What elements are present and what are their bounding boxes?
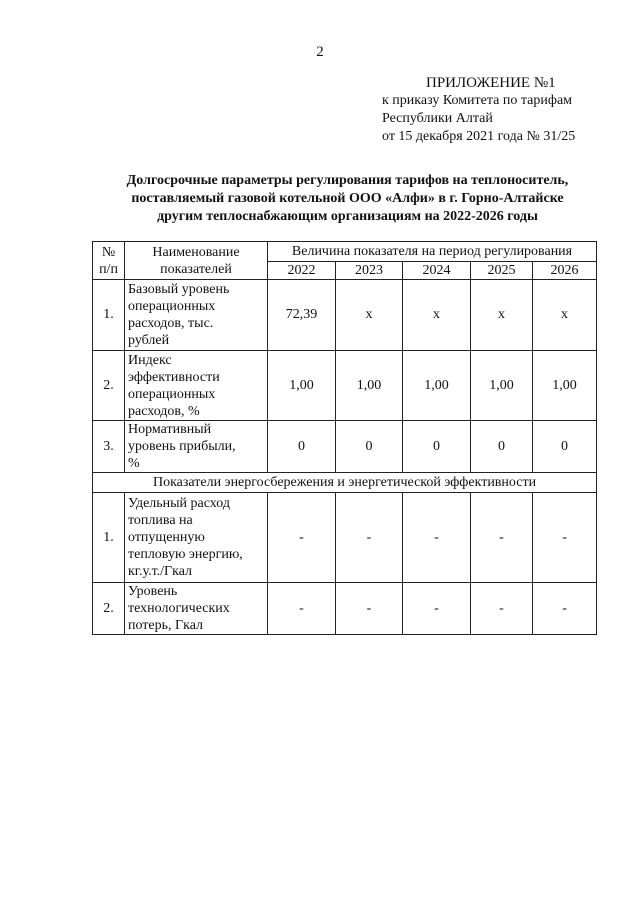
value-cell: -	[336, 583, 403, 635]
appendix-heading: ПРИЛОЖЕНИЕ №1	[426, 75, 556, 91]
value-cell: -	[533, 493, 597, 583]
row-name-cell	[125, 493, 268, 583]
value-cell: 0	[268, 421, 336, 473]
row-number: 3.	[93, 421, 125, 473]
header-year-cell: 2024	[403, 262, 471, 280]
row-number: 2.	[93, 583, 125, 635]
row-name-line: Нормативный	[128, 422, 212, 437]
header-period-cell: Величина показателя на период регулирования	[268, 242, 597, 262]
section-row	[93, 473, 597, 493]
value-cell: -	[403, 493, 471, 583]
header-row	[93, 242, 597, 262]
table-row	[93, 421, 597, 473]
row-number: 1.	[93, 280, 125, 351]
value-cell: 1,00	[336, 351, 403, 421]
row-name-line: операционных	[128, 386, 216, 402]
value-cell: -	[403, 583, 471, 635]
appendix-line: от 15 декабря 2021 года № 31/25	[382, 129, 576, 144]
row-number: 1.	[93, 493, 125, 583]
row-name-cell	[125, 280, 268, 351]
row-name-line: Базовый уровень	[128, 282, 230, 297]
header-year-cell: 2023	[336, 262, 403, 280]
table-row	[93, 493, 597, 583]
row-name-line: кг.у.т./Гкал	[128, 564, 193, 579]
table-row	[93, 583, 597, 635]
title-line: другим теплоснабжающим организациям на 2022-2026 годы	[157, 209, 538, 224]
header-name-line: Наименование	[152, 244, 240, 260]
document-title	[80, 172, 615, 226]
value-cell: -	[268, 493, 336, 583]
value-cell: -	[471, 583, 533, 635]
header-num-line: №	[101, 244, 116, 260]
table-row	[93, 351, 597, 421]
header-year-cell: 2026	[533, 262, 597, 280]
value-cell: 72,39	[268, 280, 336, 351]
row-name-line: тепловую энергию,	[128, 547, 243, 562]
value-cell: 1,00	[268, 351, 336, 421]
appendix-line: к приказу Комитета по тарифам	[382, 93, 573, 108]
value-cell: 1,00	[471, 351, 533, 421]
row-name-line: отпущенную	[128, 530, 205, 545]
row-name-line: топлива на	[128, 513, 193, 528]
row-number: 2.	[93, 351, 125, 421]
table-row	[93, 280, 597, 351]
value-cell: 1,00	[403, 351, 471, 421]
header-num-cell	[93, 242, 125, 280]
value-cell: 0	[403, 421, 471, 473]
row-name-line: Индекс	[128, 352, 172, 368]
row-name-line: операционных	[128, 299, 216, 314]
header-num-line: п/п	[99, 261, 118, 277]
header-name-cell	[125, 242, 268, 280]
value-cell: -	[471, 493, 533, 583]
row-name-cell	[125, 583, 268, 635]
appendix-line: Республики Алтай	[382, 111, 493, 126]
row-name-line: эффективности	[128, 369, 220, 385]
value-cell: 1,00	[533, 351, 597, 421]
header-year-cell: 2025	[471, 262, 533, 280]
row-name-line: расходов, %	[128, 403, 200, 419]
value-cell: -	[268, 583, 336, 635]
value-cell: -	[336, 493, 403, 583]
rows-main	[93, 280, 597, 473]
row-name-line: расходов, тыс.	[128, 316, 214, 331]
title-line: поставляемый газовой котельной ООО «Алфи» в г. Горно-Алтайске	[131, 191, 564, 206]
row-name-line: потерь, Гкал	[128, 618, 204, 633]
row-name-cell	[125, 421, 268, 473]
title-line: Долгосрочные параметры регулирования тарифов на теплоноситель,	[126, 173, 569, 188]
value-cell: х	[533, 280, 597, 351]
row-name-cell	[125, 351, 268, 421]
row-name-line: Уровень	[128, 584, 178, 599]
appendix-block	[382, 74, 575, 146]
value-cell: х	[471, 280, 533, 351]
header-name-line: показателей	[160, 261, 232, 277]
value-cell: 0	[336, 421, 403, 473]
value-cell: 0	[533, 421, 597, 473]
header-year-cell: 2022	[268, 262, 336, 280]
row-name-line: %	[128, 456, 140, 471]
row-name-line: технологических	[128, 601, 230, 616]
value-cell: 0	[471, 421, 533, 473]
row-name-line: уровень прибыли,	[128, 439, 236, 454]
value-cell: -	[533, 583, 597, 635]
row-name-line: Удельный расход	[128, 496, 230, 511]
value-cell: х	[336, 280, 403, 351]
rows-energy	[93, 493, 597, 635]
row-name-line: рублей	[128, 333, 170, 348]
value-cell: х	[403, 280, 471, 351]
section-title: Показатели энергосбережения и энергетической эффективности	[93, 473, 597, 493]
parameters-table	[92, 241, 597, 635]
page-number: 2	[316, 44, 324, 60]
